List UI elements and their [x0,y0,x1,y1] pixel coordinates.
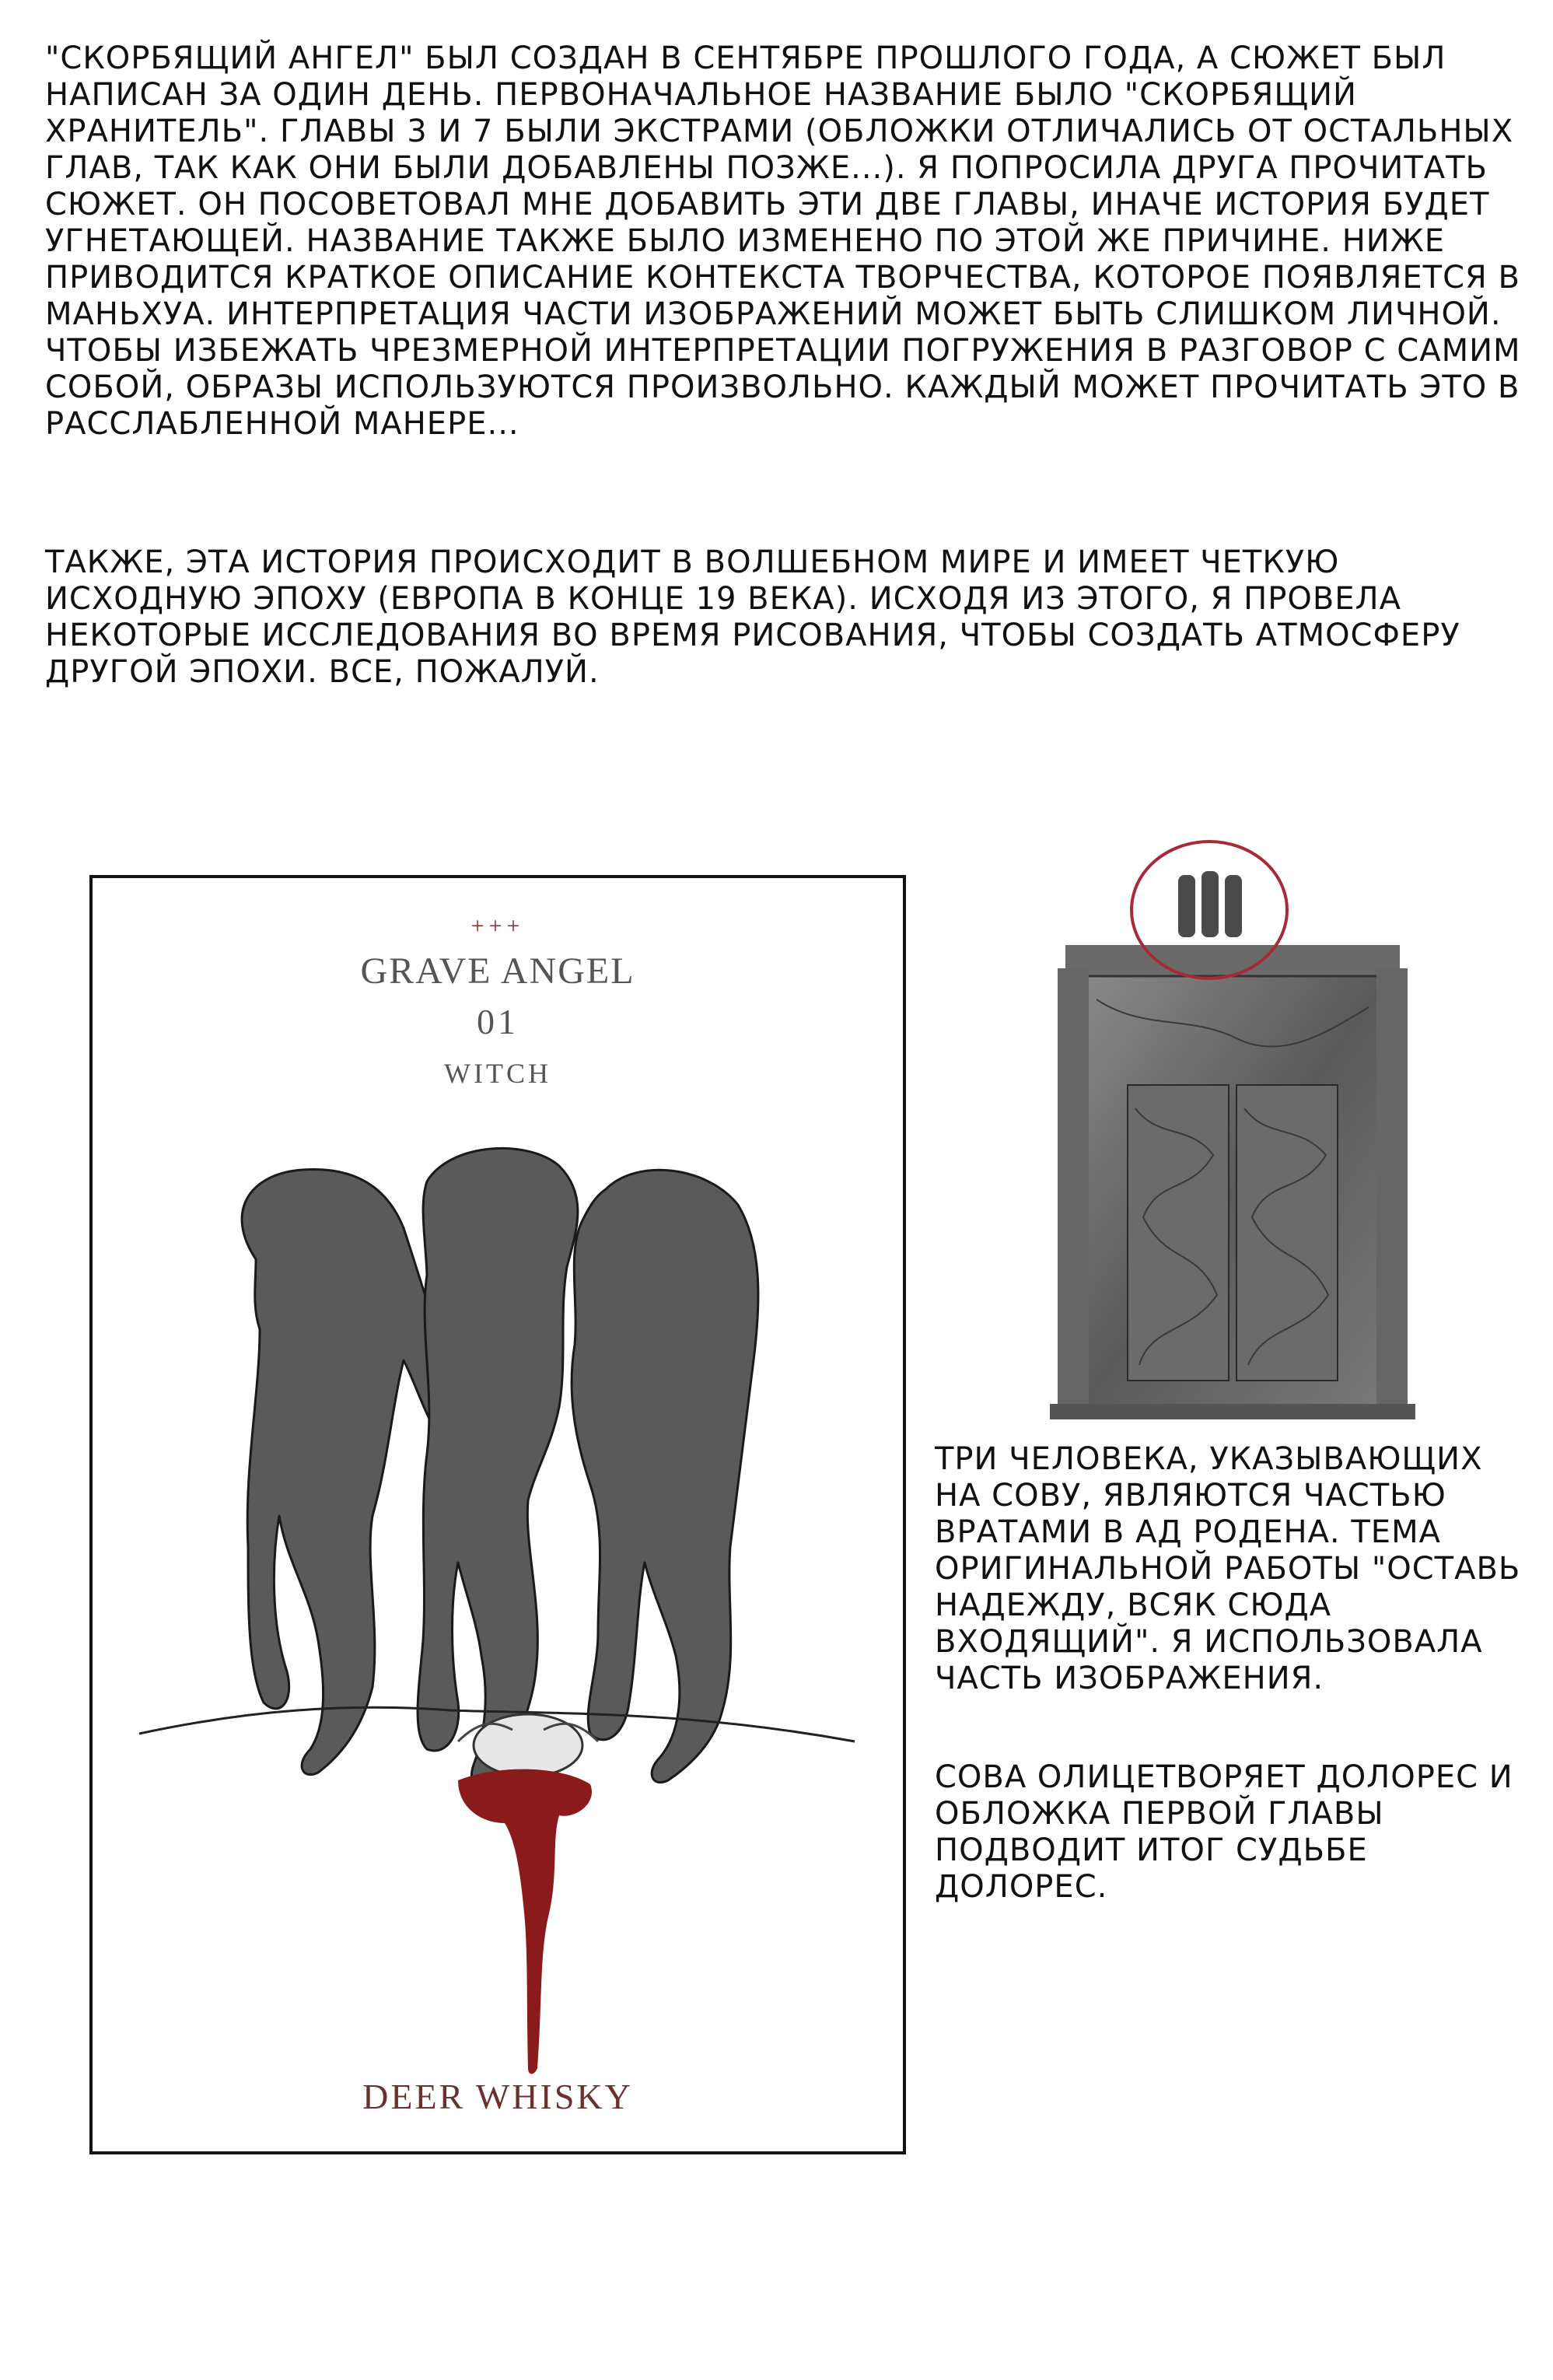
owl-explanation: СОВА ОЛИЦЕТВОРЯЕТ ДОЛОРЕС И ОБЛОЖКА ПЕРВОЙ ГЛАВЫ ПОДВОДИТ ИТОГ СУДЬБЕ ДОЛОРЕС. [935,1759,1513,1905]
three-figures-illustration-icon [93,1096,903,2076]
cover-subtitle: WITCH [444,1058,551,1089]
cover-author: DEER WHISKY [362,2077,633,2116]
intro-paragraph: "СКОРБЯЩИЙ АНГЕЛ" БЫЛ СОЗДАН В СЕНТЯБРЕ ПРОШЛОГО ГОДА, А СЮЖЕТ БЫЛ НАПИСАН ЗА ОДИН ДЕНЬ. ПЕРВОНАЧАЛЬНОЕ НАЗВАНИЕ БЫЛО "СКОРБЯЩИЙ ХРАНИТЕЛЬ". ГЛАВЫ 3 И 7 БЫЛИ ЭКСТРАМИ (ОБЛОЖКИ ОТЛИЧАЛИСЬ ОТ ОСТАЛЬНЫХ ГЛАВ, ТАК КАК ОНИ БЫЛИ ДОБАВЛЕНЫ ПОЗЖЕ...). Я ПОПРОСИЛА ДРУГА ПРОЧИТАТЬ СЮЖЕТ. ОН ПОСОВЕТОВАЛ МНЕ ДОБАВИТЬ ЭТИ ДВЕ ГЛАВЫ, ИНАЧЕ ИСТОРИЯ БУДЕТ УГНЕТАЮЩЕЙ. НАЗВАНИЕ ТАКЖЕ БЫЛО ИЗМЕНЕНО ПО ЭТОЙ ЖЕ ПРИЧИНЕ. НИЖЕ ПРИВОДИТСЯ КРАТКОЕ ОПИСАНИЕ КОНТЕКСТА ТВОРЧЕСТВА, КОТОРОЕ ПОЯВЛЯЕТСЯ В МАНЬХУА. ИНТЕРПРЕТАЦИЯ ЧАСТИ ИЗОБРАЖЕНИЙ МОЖЕТ БЫТЬ СЛИШКОМ ЛИЧНОЙ. ЧТОБЫ ИЗБЕЖАТЬ ЧРЕЗМЕРНОЙ ИНТЕРПРЕТАЦИИ ПОГРУЖЕНИЯ В РАЗГОВОР С САМИМ СОБОЙ, ОБРАЗЫ ИСПОЛЬЗУЮТСЯ ПРОИЗВОЛЬНО. КАЖДЫЙ МОЖЕТ ПРОЧИТАТЬ ЭТО В РАССЛАБЛЕННОЙ МАНЕРЕ... [45,40,1521,442]
gates-explanation: ТРИ ЧЕЛОВЕКА, УКАЗЫВАЮЩИХ НА СОВУ, ЯВЛЯЮТСЯ ЧАСТЬЮ ВРАТАМИ В АД РОДЕНА. ТЕМА ОРИГИНАЛЬНОЙ РАБОТЫ "ОСТАВЬ НАДЕЖДУ, ВСЯК СЮДА ВХОДЯЩИЙ". Я ИСПОЛЬЗОВАЛА ЧАСТЬ ИЗОБРАЖЕНИЯ. [935,1441,1521,1696]
era-paragraph: ТАКЖЕ, ЭТА ИСТОРИЯ ПРОИСХОДИТ В ВОЛШЕБНОМ МИРЕ И ИМЕЕТ ЧЕТКУЮ ИСХОДНУЮ ЭПОХУ (ЕВРОПА В КОНЦЕ 19 ВЕКА). ИСХОДЯ ИЗ ЭТОГО, Я ПРОВЕЛА НЕКОТОРЫЕ ИССЛЕДОВАНИЯ ВО ВРЕМЯ РИСОВАНИЯ, ЧТОБЫ СОЗДАТЬ АТМОСФЕРУ ДРУГОЙ ЭПОХИ. ВСЕ, ПОЖАЛУЙ. [45,544,1460,690]
gates-of-hell-photo-icon [1034,828,1431,1419]
cover-chapter-number: 01 [477,1002,519,1041]
cover-ornament: +++ [470,913,525,939]
cover-title: GRAVE ANGEL [360,950,635,992]
chapter-cover [89,875,906,2154]
